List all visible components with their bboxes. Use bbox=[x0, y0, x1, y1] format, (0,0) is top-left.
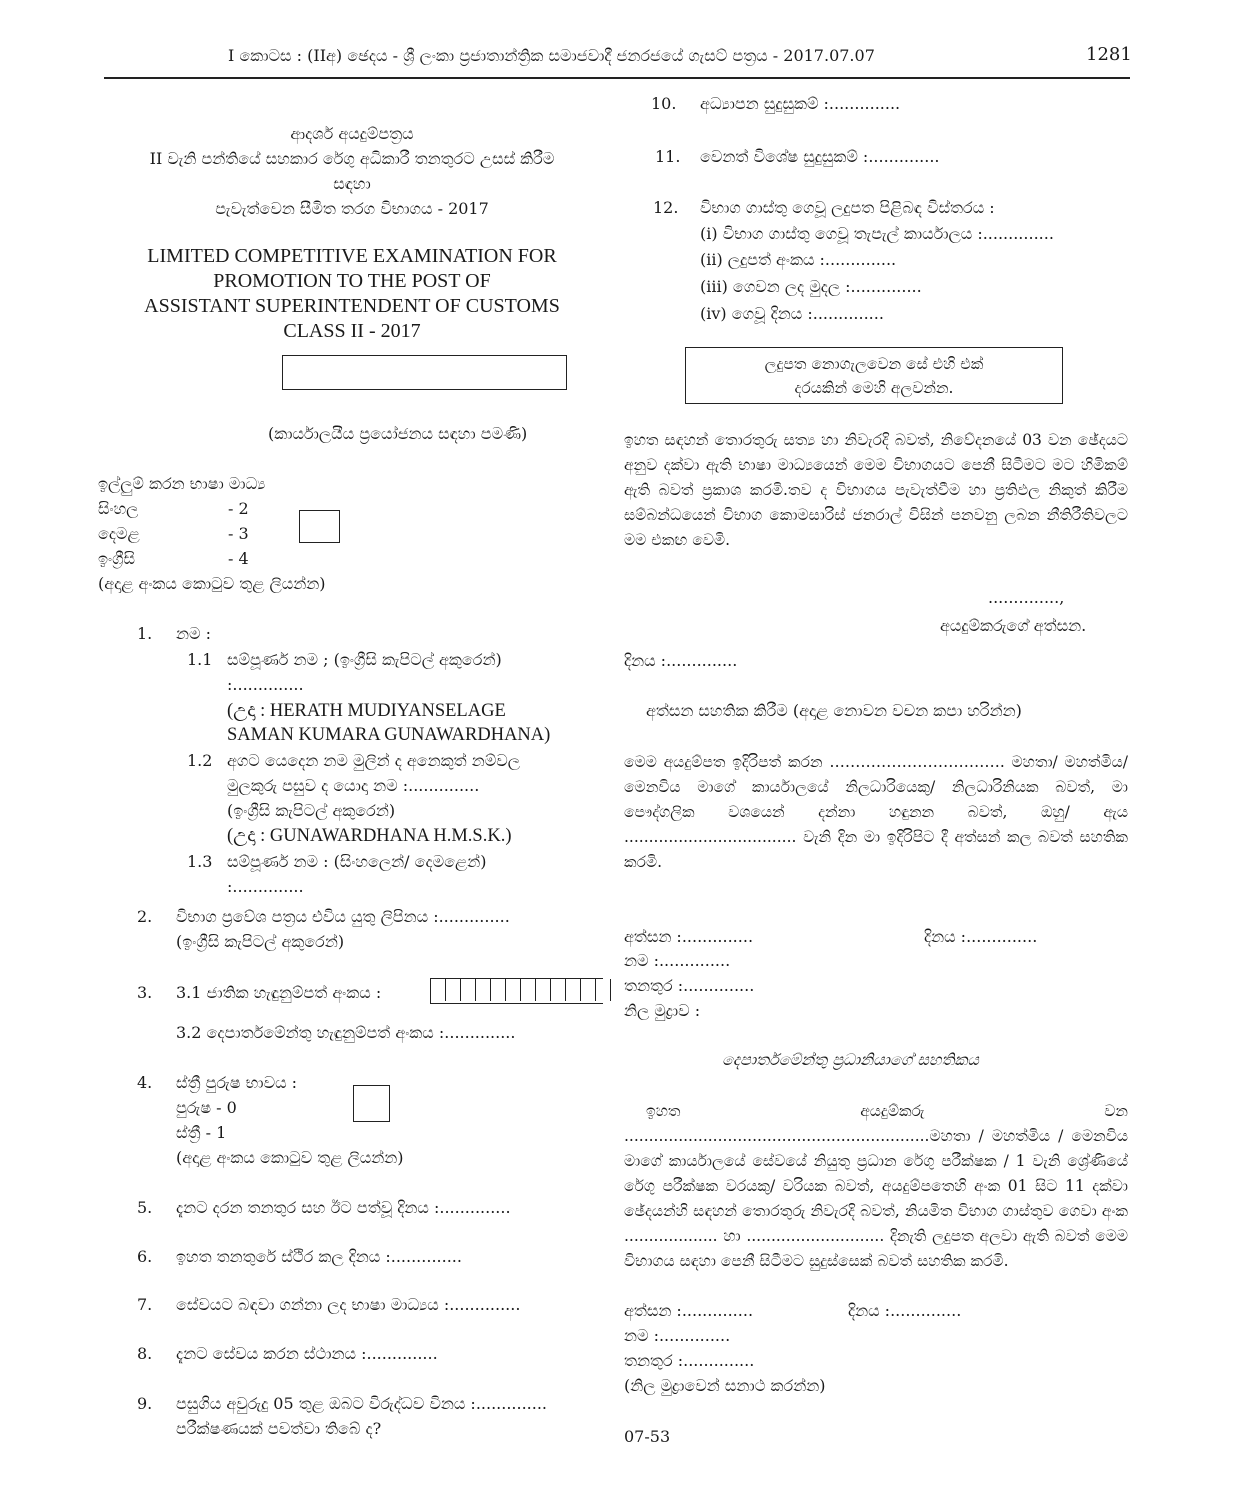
item-3-number: 3. bbox=[137, 983, 153, 1002]
item-11-label[interactable]: වෙනත් විශේෂ සුදුසුකම් :.............. bbox=[700, 147, 940, 166]
item-8-label[interactable]: දැනට සේවය කරන ස්ථානය :.............. bbox=[176, 1344, 438, 1363]
office-use-box[interactable] bbox=[282, 355, 567, 390]
cert-post[interactable]: තනතුර :.............. bbox=[624, 976, 755, 995]
item-8-number: 8. bbox=[137, 1344, 153, 1363]
item-1-1-label: සම්පූර්ණ නම ; (ඉංග්‍රීසි කැපිටල් අකුරෙන්) bbox=[227, 650, 502, 669]
receipt-instruction-1: ලදුපත නොගැලවෙන සේ එහි එක් bbox=[764, 355, 984, 373]
page-number: 1281 bbox=[1086, 44, 1132, 65]
dept-name[interactable]: නම :.............. bbox=[624, 1326, 731, 1345]
title-en-1: LIMITED COMPETITIVE EXAMINATION FOR bbox=[147, 245, 557, 267]
item-1-3-label: සම්පූර්ණ නම : (සිංහලෙන්/ දෙමළෙන්) bbox=[227, 852, 487, 871]
medium-input-box[interactable] bbox=[299, 510, 340, 543]
declaration-text: ඉහත සඳහන් තොරතුරු සත්‍ය හා නිවැරදි බවත්, නිවේදනයේ 03 වන ඡේදයට අනුව දක්වා ඇති භාෂා මාධ්‍යයෙන් මෙම විභාගයට පෙනී සිටීමට මට හිමිකම් ඇති බවත් ප්‍රකාශ කරමි.තව ද විභාගය පැවැත්වීම හා ප්‍රතිඵල නිකුත් කිරීම සම්බන්ධයෙන් විභාග කොමසාරිස් ජනරාල් විසින් පනවනු ලබන නීතිරීතිවලට මම එකඟ වෙමි. bbox=[624, 431, 1128, 549]
header-rule bbox=[104, 77, 1130, 79]
declaration-date[interactable]: දිනය :.............. bbox=[624, 651, 738, 670]
item-9-label-2: පරීක්ෂණයක් පවත්වා තිබේ ද? bbox=[176, 1419, 382, 1438]
item-1-2-label-2[interactable]: මුලකුරු පසුව ද යොදා නම :.............. bbox=[227, 776, 480, 795]
medium-label: ඉල්ලුම් කරන භාෂා මාධ්‍ය bbox=[98, 474, 266, 493]
medium-note: (අදාළ අංකය කොටුව තුළ ලියන්න) bbox=[98, 574, 326, 593]
item-1-number: 1. bbox=[137, 624, 153, 643]
signature-cert-body: මෙම අයදුම්පත ඉදිරිපත් කරන ……………………………. මහතා/ මහත්මිය/මෙනවිය මාගේ කාර්යාලයේ නිලධාරියෙකු/ නිලධාරිනියක බවත්, මා පෞද්ගලික වශයෙන් දන්නා හඳුනන බවත්, ඔහු/ ඇය ................................... වැනි දින මා ඉදිරිපිට දී අත්සන් කල බවත් සහතික කරමි. bbox=[624, 753, 1128, 871]
cert-signature[interactable]: අත්සන :.............. bbox=[624, 927, 754, 946]
title-si-3: සඳහා bbox=[333, 174, 371, 193]
applicant-signature-label: අයදුම්කරුගේ අත්සන. bbox=[940, 616, 1087, 635]
item-2-note: (ඉංග්‍රීසි කැපිටල් අකුරෙන්) bbox=[176, 932, 345, 951]
gender-male: පුරුෂ - 0 bbox=[176, 1098, 237, 1117]
item-12-iv[interactable]: (iv) ගෙවූ දිනය :.............. bbox=[700, 304, 884, 323]
dept-post[interactable]: තනතුර :.............. bbox=[624, 1351, 755, 1370]
signature-cert-title: අත්සන සහතික කිරීම (අදාළ නොවන වචන කපා හරින්න) bbox=[646, 701, 1022, 720]
gender-female: ස්ත්‍රී - 1 bbox=[176, 1123, 227, 1142]
medium-sinhala: සිංහල bbox=[98, 499, 139, 518]
receipt-paste-box[interactable] bbox=[685, 347, 1063, 404]
item-7-label[interactable]: සේවයට බඳවා ගන්නා ලද භාෂා මාධ්‍යය :.............. bbox=[176, 1295, 521, 1314]
item-12-i[interactable]: (i) විභාග ගාස්තු ගෙවූ තැපැල් කාර්යාලය :.............. bbox=[700, 224, 1054, 243]
item-9-number: 9. bbox=[137, 1394, 153, 1413]
item-2-number: 2. bbox=[137, 907, 153, 926]
gender-input-box[interactable] bbox=[353, 1085, 390, 1122]
footer-code: 07-53 bbox=[624, 1427, 671, 1446]
item-1-1-example-2: SAMAN KUMARA GUNAWARDHANA) bbox=[227, 725, 551, 745]
item-10-number: 10. bbox=[651, 94, 677, 113]
dept-seal-note: (නිල මුද්‍රාවෙන් සනාථ කරන්න) bbox=[624, 1376, 826, 1395]
medium-english: ඉංග්‍රීසි bbox=[98, 549, 136, 568]
item-3-2-label[interactable]: 3.2 දෙපාර්තමේන්තු හැඳුනුම්පත් අංකය :.............. bbox=[176, 1023, 516, 1042]
applicant-signature-line[interactable]: .............., bbox=[988, 588, 1065, 607]
title-si-1: ආදර්ශ අයදුම්පත්‍රය bbox=[290, 124, 414, 143]
item-1-label: නම : bbox=[176, 624, 211, 643]
item-1-1-number: 1.1 bbox=[187, 650, 213, 669]
item-1-2-number: 1.2 bbox=[187, 751, 213, 770]
item-2-label[interactable]: විභාග ප්‍රවේශ පත්‍රය එවිය යුතු ලිපිනය :.............. bbox=[176, 907, 510, 926]
item-12-ii[interactable]: (ii) ලදුපත් අංකය :.............. bbox=[700, 250, 897, 269]
item-1-3-number: 1.3 bbox=[187, 852, 213, 871]
nic-number-boxes[interactable] bbox=[430, 978, 603, 1004]
cert-date[interactable]: දිනය :.............. bbox=[924, 927, 1038, 946]
gazette-header: I කොටස : (IIඅ) ඡෙදය - ශ්‍රී ලංකා ප්‍රජාතාන්ත්‍රික සමාජවාදී ජනරජයේ ගැසට් පත්‍රය - 2017.07.07 bbox=[228, 46, 875, 65]
item-1-1-field[interactable]: :.............. bbox=[227, 675, 304, 694]
item-12-label: විභාග ගාස්තු ගෙවූ ලදුපත පිළිබඳ විස්තරය : bbox=[700, 198, 995, 217]
title-en-3: ASSISTANT SUPERINTENDENT OF CUSTOMS bbox=[144, 295, 560, 317]
item-10-label[interactable]: අධ්‍යාපන සුදුසුකම් :.............. bbox=[700, 94, 901, 113]
item-12-iii[interactable]: (iii) ගෙවන ලද මුදල :.............. bbox=[700, 277, 922, 296]
item-5-label[interactable]: දැනට දරන තනතුර සහ ඊට පත්වූ දිනය :.............. bbox=[176, 1198, 511, 1217]
item-4-number: 4. bbox=[137, 1073, 153, 1092]
item-1-1-example-1: (උදා : HERATH MUDIYANSELAGE bbox=[227, 701, 506, 721]
medium-tamil: දෙමළ bbox=[98, 524, 140, 543]
item-7-number: 7. bbox=[137, 1295, 153, 1314]
item-1-2-label: අගට යෙදෙන නම මුලින් ද අනෙකුත් නම්වල bbox=[227, 751, 520, 770]
cert-name[interactable]: නම :.............. bbox=[624, 951, 731, 970]
item-9-label[interactable]: පසුගිය අවුරුදු 05 තුළ ඔබට විරුද්ධව විනය :.............. bbox=[176, 1394, 548, 1413]
dept-date[interactable]: දිනය :.............. bbox=[848, 1301, 962, 1320]
item-6-label[interactable]: ඉහත තනතුරේ ස්ථිර කල දිනය :.............. bbox=[176, 1247, 462, 1266]
item-4-label: ස්ත්‍රී පුරුෂ භාවය : bbox=[176, 1073, 298, 1092]
title-si-2: II වැනි පන්තියේ සහකාර රේගු අධිකාරී තනතුරට උසස් කිරීම bbox=[149, 149, 555, 168]
cert-seal: නිල මුද්‍රාව : bbox=[624, 1001, 701, 1020]
item-3-1-label: 3.1 ජාතික හැඳුනුම්පත් අංකය : bbox=[176, 983, 382, 1002]
title-en-4: CLASS II - 2017 bbox=[283, 320, 421, 342]
item-12-number: 12. bbox=[653, 198, 679, 217]
item-5-number: 5. bbox=[137, 1198, 153, 1217]
dept-signature[interactable]: අත්සන :.............. bbox=[624, 1301, 754, 1320]
item-1-3-field[interactable]: :.............. bbox=[227, 877, 304, 896]
receipt-instruction-2: දරයකින් මෙහි අලවන්න. bbox=[794, 379, 954, 397]
item-1-2-note: (ඉංග්‍රීසි කැපිටල් අකුරෙන්) bbox=[227, 801, 396, 820]
dept-cert-title: දෙපාර්තමේන්තු ප්‍රධානියාගේ සහතිකය bbox=[722, 1050, 979, 1069]
gender-note: (අදාළ අංකය කොටුව තුළ ලියන්න) bbox=[176, 1148, 404, 1167]
medium-sinhala-code: - 2 bbox=[228, 499, 249, 518]
title-en-2: PROMOTION TO THE POST OF bbox=[213, 270, 491, 292]
medium-english-code: - 4 bbox=[228, 549, 249, 568]
office-use-label: (කාර්යාලයීය ප්‍රයෝජනය සඳහා පමණි) bbox=[268, 424, 528, 443]
dept-cert-body: ඉහත අයදුම්කරු වන ..............................................................මහතා / මහත්මිය / මෙනවිය මාගේ කාර්යාලයේ සේවයේ නියුතු ප්‍රධාන රේගු පරීක්ෂක / 1 වැනි ශ්‍රේණියේ රේගු පරීක්ෂක වරයකු/ වරියක බවත්, අයදුම්පතෙහි අංක 01 සිට 11 දක්වා ඡේදයන්හි සඳහන් තොරතුරු නිවැරදි බවත්, නියමිත විභාග ගාස්තුව ගෙවා අංක ................... හා ............................ දිනැති ලදුපත අලවා ඇති බවත් මෙම විභාගය සඳහා පෙනී සිටීමට සුදුස්සෙක් බවත් සහතික කරමි. bbox=[624, 1102, 1128, 1270]
item-6-number: 6. bbox=[137, 1247, 153, 1266]
item-1-2-example: (උදා : GUNAWARDHANA H.M.S.K.) bbox=[227, 826, 512, 846]
item-11-number: 11. bbox=[655, 147, 681, 166]
medium-tamil-code: - 3 bbox=[228, 524, 249, 543]
title-si-4: පැවැත්වෙන සීමිත තරග විභාගය - 2017 bbox=[215, 199, 489, 218]
